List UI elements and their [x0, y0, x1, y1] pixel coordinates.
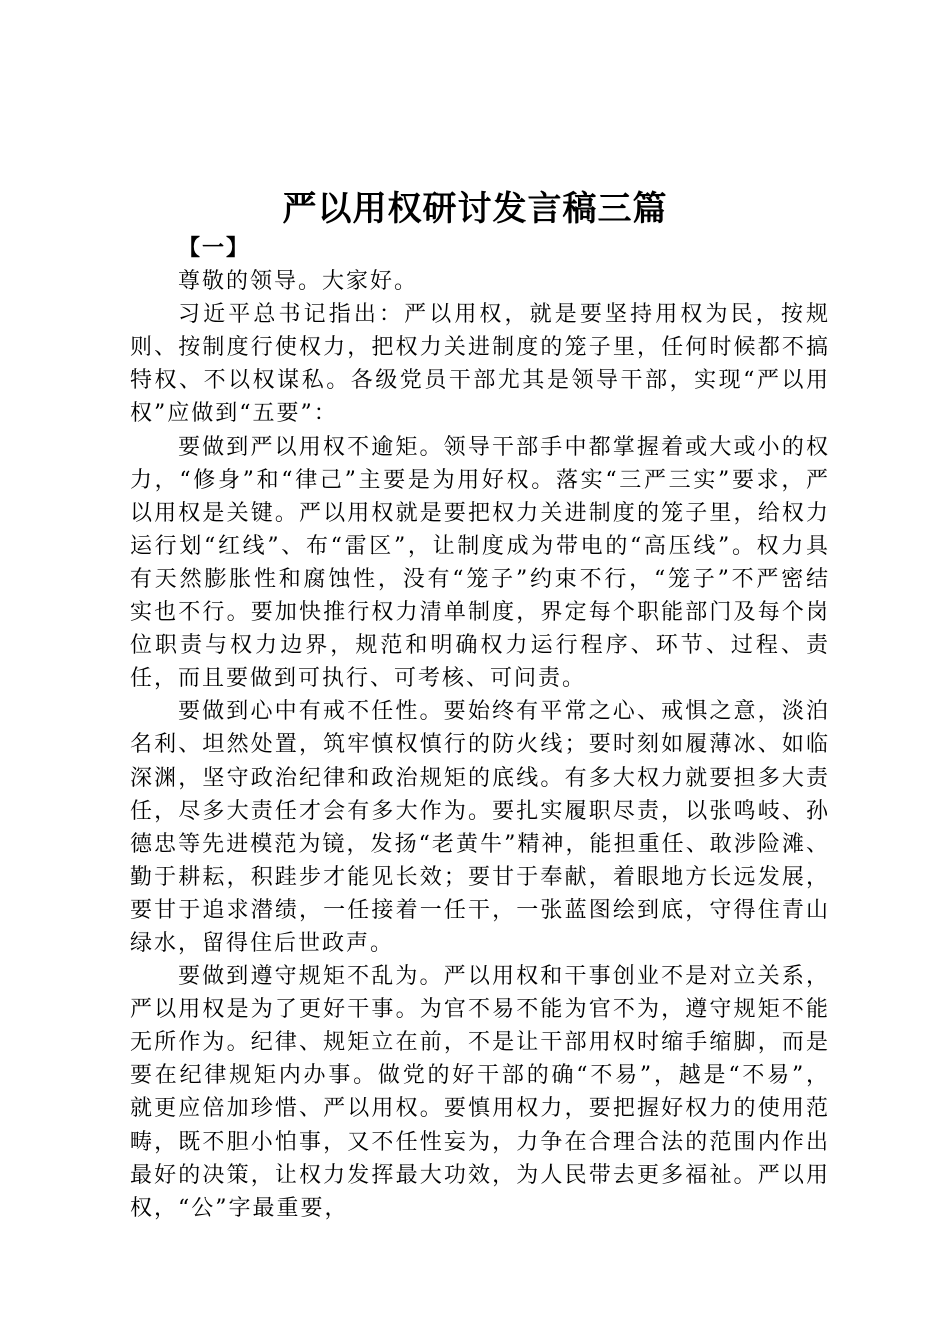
paragraph-intro: 习近平总书记指出：严以用权，就是要坚持用权为民，按规则、按制度行使权力，把权力关进制度的笼子里，任何时候都不搞特权、不以权谋私。各级党员干部尤其是领导干部，实现“严以用权”应做到“五要”： — [130, 302, 830, 427]
paragraph-point-2: 要做到心中有戒不任性。要始终有平常之心、戒惧之意，淡泊名利、坦然处置，筑牢慎权慎行的防火线；要时刻如履薄冰、如临深渊，坚守政治纪律和政治规矩的底线。有多大权力就要担多大责任，尽多大责任才会有多大作为。要扎实履职尽责，以张鸣岐、孙德忠等先进模范为镜，发扬“老黄牛”精神，能担重任、敢涉险滩、勤于耕耘，积跬步才能见长效；要甘于奉献，着眼地方长远发展，要甘于追求潜绩，一任接着一任干，一张蓝图绘到底，守得住青山绿水，留得住后世政声。 — [130, 699, 830, 956]
document-title: 严以用权研讨发言稿三篇 — [282, 189, 668, 229]
section-marker: 【一】 — [178, 235, 251, 261]
paragraph-point-3: 要做到遵守规矩不乱为。严以用权和干事创业不是对立关系，严以用权是为了更好干事。为官不易不能为官不为，遵守规矩不能无所作为。纪律、规矩立在前，不是让干部用权时缩手缩脚，而是要在纪律规矩内办事。做党的好干部的确“不易”，越是“不易”，就更应倍加珍惜、严以用权。要慎用权力，要把握好权力的使用范畴，既不胆小怕事，又不任性妄为，力争在合理合法的范围内作出最好的决策，让权力发挥最大功效，为人民带去更多福祉。严以用权，“公”字最重要， — [130, 964, 830, 1221]
paragraph-greeting: 尊敬的领导。大家好。 — [178, 269, 419, 295]
paragraph-point-1: 要做到严以用权不逾矩。领导干部手中都掌握着或大或小的权力，“修身”和“律己”主要是为用好权。落实“三严三实”要求，严以用权是关键。严以用权就是要把权力关进制度的笼子里，给权力运行划“红线”、布“雷区”，让制度成为带电的“高压线”。权力具有天然膨胀性和腐蚀性，没有“笼子”约束不行，“笼子”不严密结实也不行。要加快推行权力清单制度，界定每个职能部门及每个岗位职责与权力边界，规范和明确权力运行程序、环节、过程、责任，而且要做到可执行、可考核、可问责。 — [130, 434, 830, 692]
document-body — [130, 232, 830, 1225]
